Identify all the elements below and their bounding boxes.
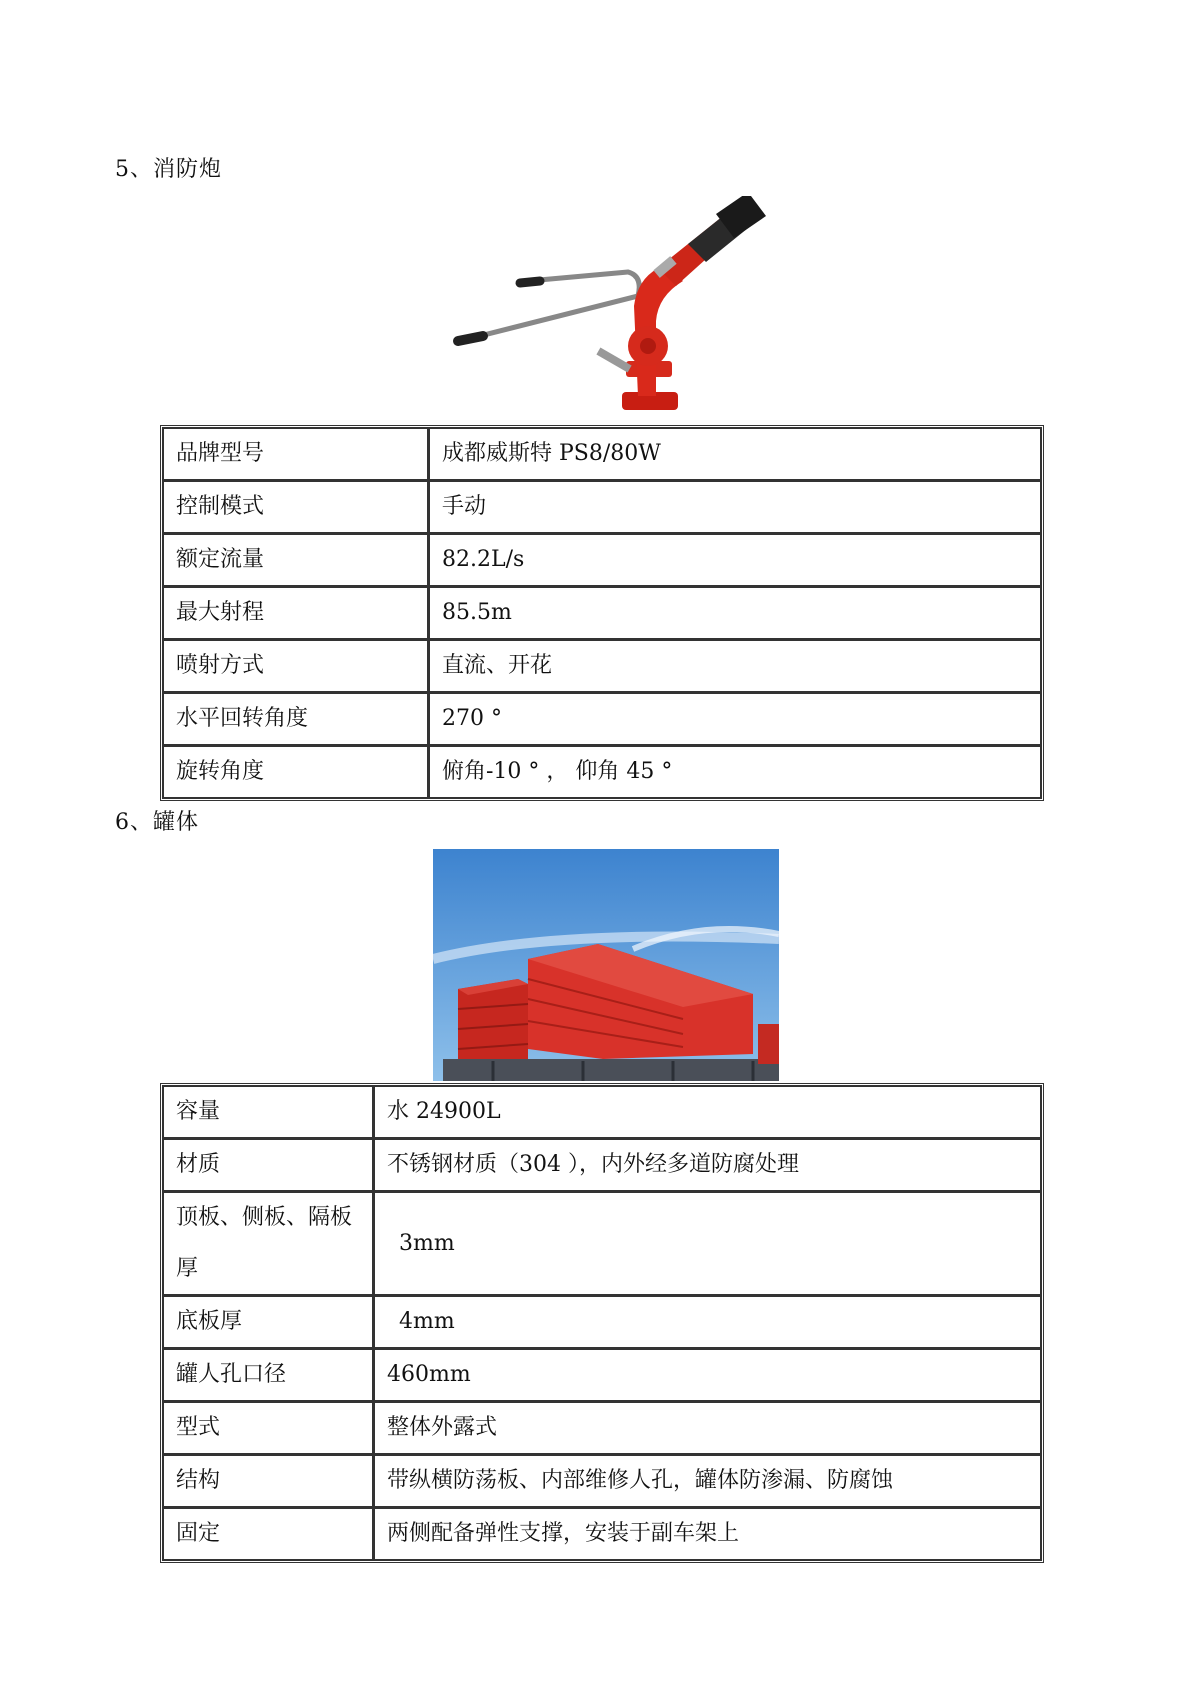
spec-label: 旋转角度 bbox=[163, 745, 429, 798]
spec-label: 品牌型号 bbox=[163, 428, 429, 480]
table-row bbox=[163, 1507, 1041, 1560]
spec-value: 270 ° bbox=[429, 692, 1041, 745]
table-row bbox=[163, 1086, 1041, 1138]
spec-label: 型式 bbox=[163, 1401, 374, 1454]
tank-photo bbox=[433, 849, 779, 1081]
spec-value: 水 24900L bbox=[374, 1086, 1041, 1138]
spec-label: 罐人孔口径 bbox=[163, 1348, 374, 1401]
table-row bbox=[163, 1191, 1041, 1295]
table-row bbox=[163, 1138, 1041, 1191]
spec-value: 俯角-10 ° ， 仰角 45 ° bbox=[429, 745, 1041, 798]
spec-label: 固定 bbox=[163, 1507, 374, 1560]
spec-label: 最大射程 bbox=[163, 586, 429, 639]
spec-label: 控制模式 bbox=[163, 480, 429, 533]
spec-value: 两侧配备弹性支撑，安装于副车架上 bbox=[374, 1507, 1041, 1560]
spec-value: 带纵横防荡板、内部维修人孔，罐体防渗漏、防腐蚀 bbox=[374, 1454, 1041, 1507]
table-row bbox=[163, 692, 1041, 745]
spec-value: 不锈钢材质（304 ），内外经多道防腐处理 bbox=[374, 1138, 1041, 1191]
spec-value: 82.2L/s bbox=[429, 533, 1041, 586]
table-row bbox=[163, 1401, 1041, 1454]
spec-value: 3mm bbox=[374, 1191, 1041, 1295]
section-6-heading: 6、罐体 bbox=[115, 810, 199, 835]
fire-monitor-spec-table bbox=[160, 425, 1044, 801]
spec-label: 水平回转角度 bbox=[163, 692, 429, 745]
table-row bbox=[163, 1295, 1041, 1348]
section-5-heading: 5、消防炮 bbox=[115, 157, 222, 182]
spec-value: 成都威斯特 PS8/80W bbox=[429, 428, 1041, 480]
table-row bbox=[163, 1348, 1041, 1401]
table-row bbox=[163, 639, 1041, 692]
spec-value: 直流、开花 bbox=[429, 639, 1041, 692]
table-row bbox=[163, 1454, 1041, 1507]
spec-label: 材质 bbox=[163, 1138, 374, 1191]
spec-value: 手动 bbox=[429, 480, 1041, 533]
table-row bbox=[163, 586, 1041, 639]
spec-value: 整体外露式 bbox=[374, 1401, 1041, 1454]
table-row bbox=[163, 533, 1041, 586]
spec-value: 4mm bbox=[374, 1295, 1041, 1348]
table-row bbox=[163, 745, 1041, 798]
spec-label: 额定流量 bbox=[163, 533, 429, 586]
spec-label: 结构 bbox=[163, 1454, 374, 1507]
spec-label: 喷射方式 bbox=[163, 639, 429, 692]
table-row bbox=[163, 480, 1041, 533]
fire-monitor-photo bbox=[448, 196, 768, 416]
tank-spec-table bbox=[160, 1083, 1044, 1563]
spec-label: 顶板、侧板、隔板厚 bbox=[163, 1191, 374, 1295]
spec-label: 底板厚 bbox=[163, 1295, 374, 1348]
table-row bbox=[163, 428, 1041, 480]
spec-value: 85.5m bbox=[429, 586, 1041, 639]
spec-label: 容量 bbox=[163, 1086, 374, 1138]
spec-value: 460mm bbox=[374, 1348, 1041, 1401]
